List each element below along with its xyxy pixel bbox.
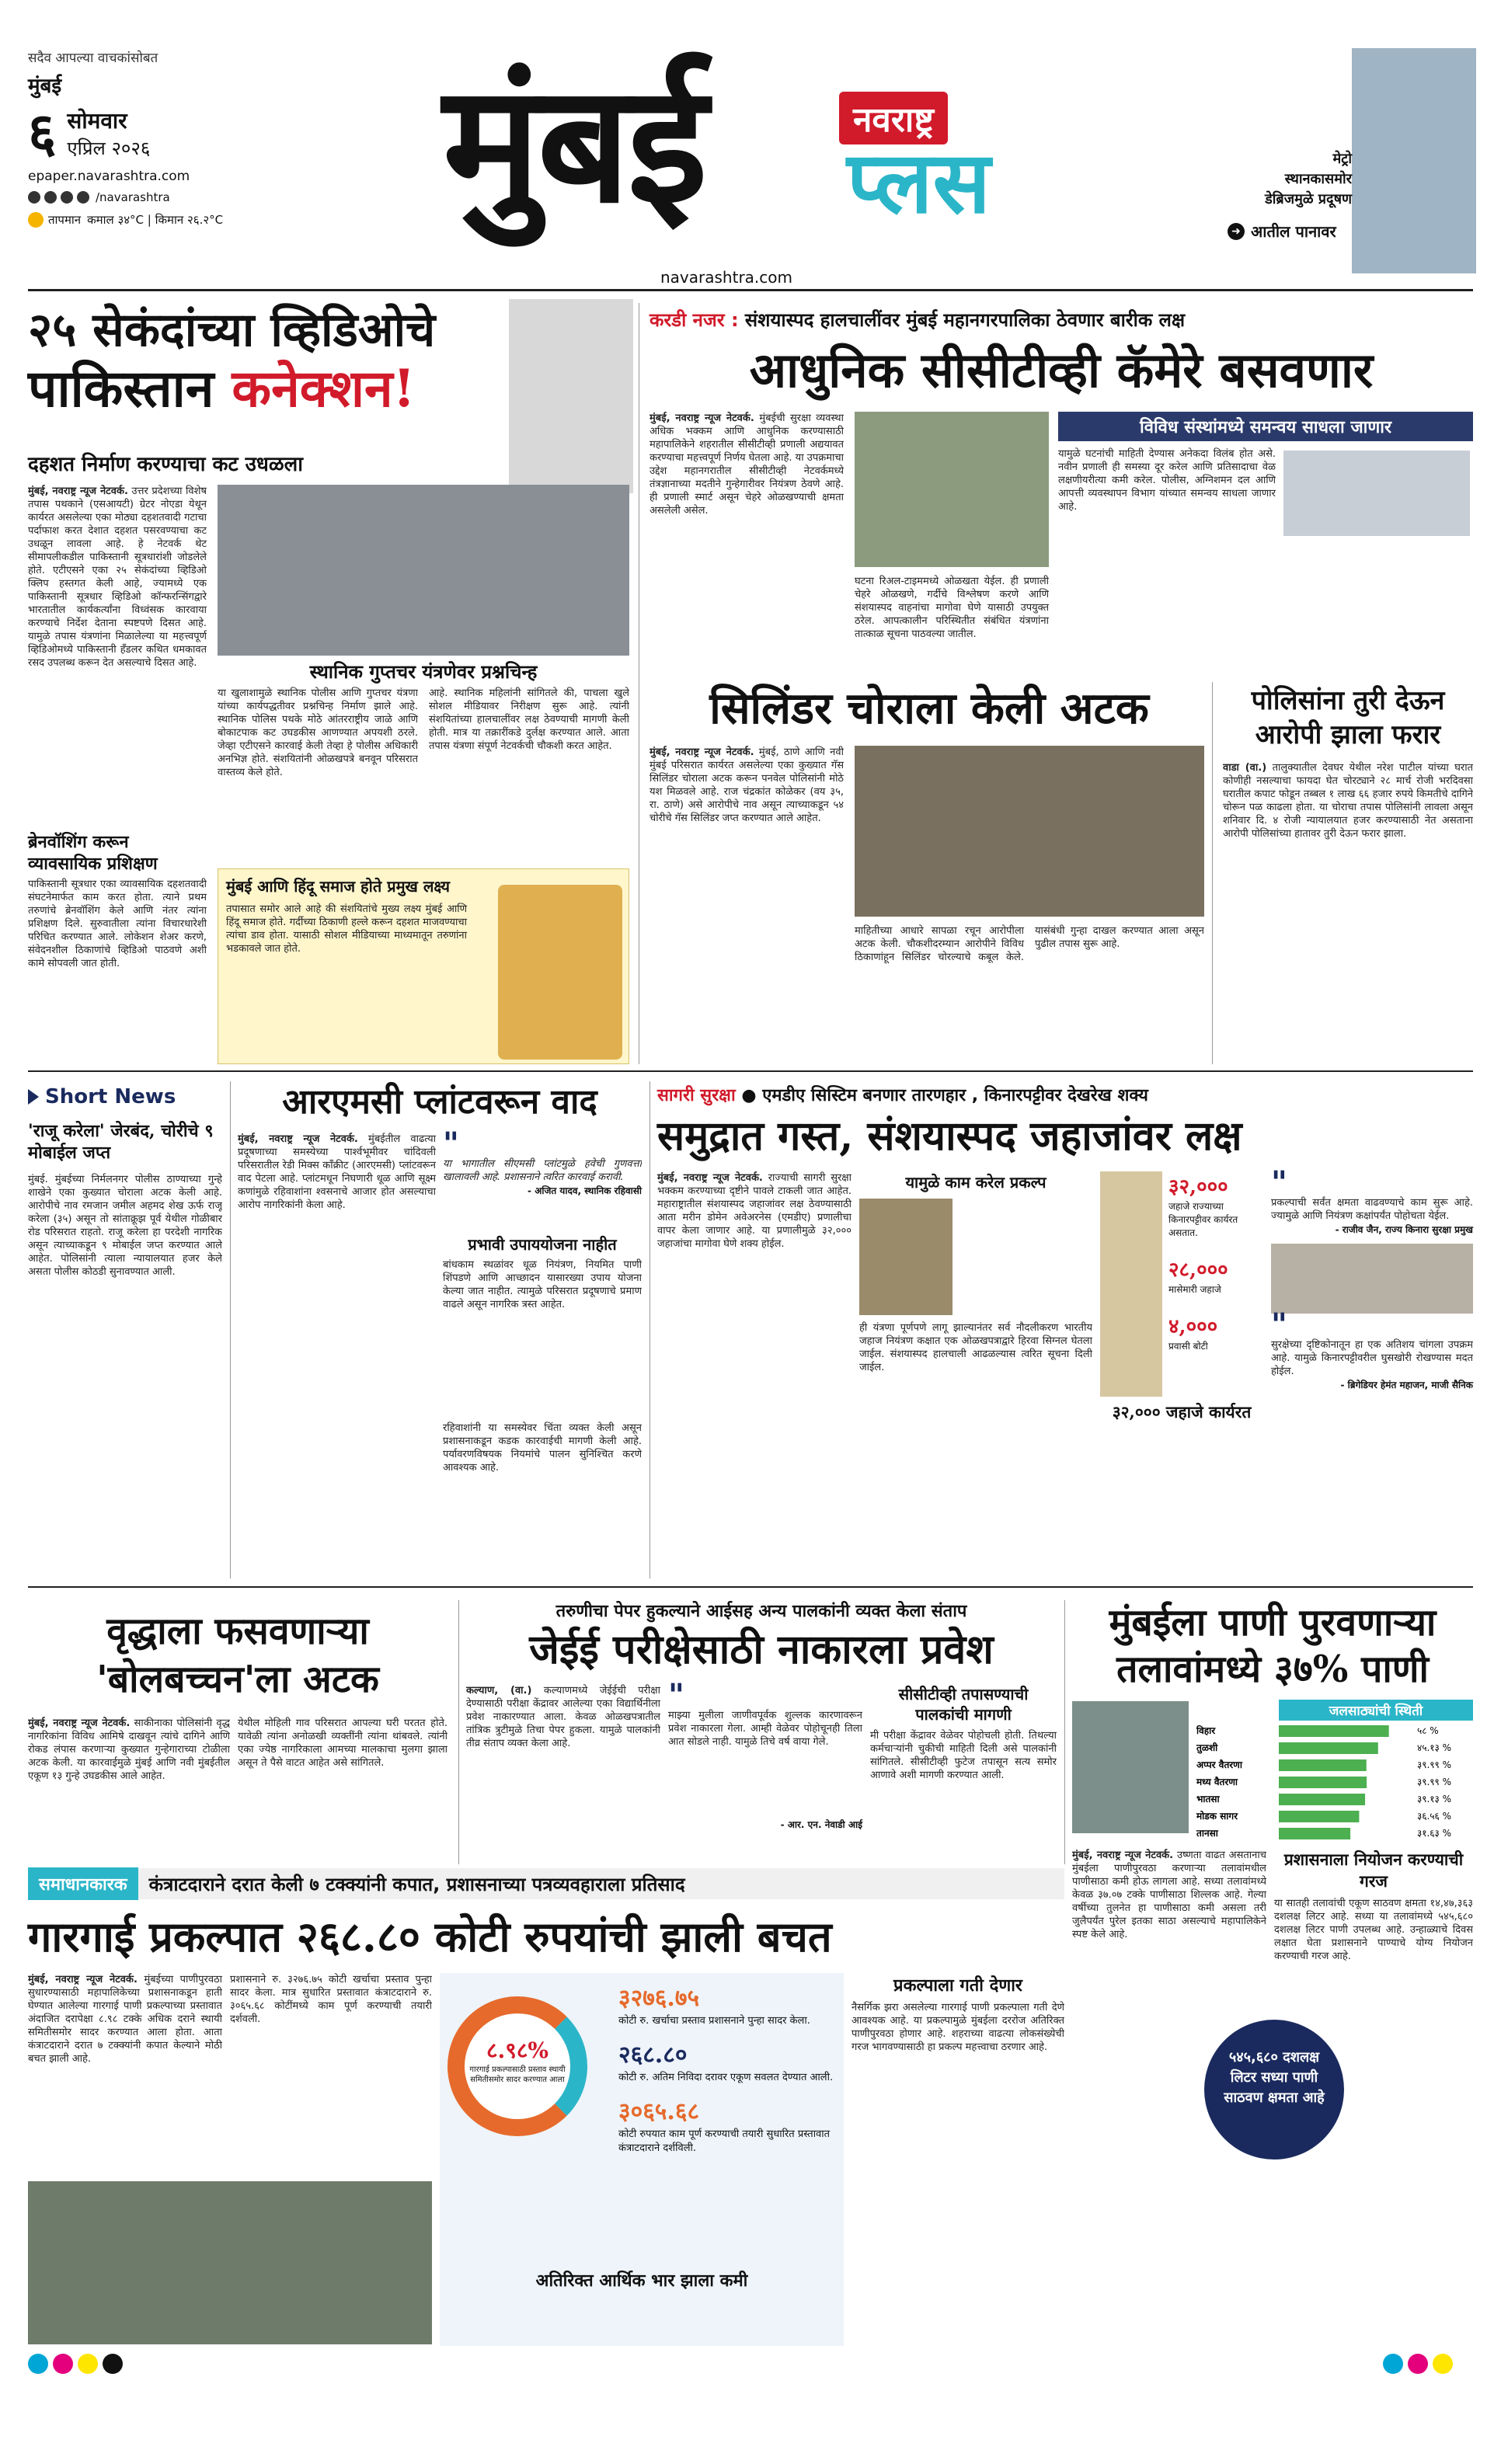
story6-kicker-text: एमडीए सिस्टिम बनणार तारणहार , किनारपट्टीवर देखरेख शक्य <box>762 1086 1148 1105</box>
masthead-title: मुंबई <box>443 47 705 239</box>
chart-svg <box>1193 1700 1473 1847</box>
story10-banner <box>28 1868 1064 1899</box>
social-handle: /navarashtra <box>96 190 170 204</box>
story6-quotes <box>1271 1165 1473 1575</box>
story1-headline-2 <box>28 359 525 418</box>
story2-text: मुंबईची सुरक्षा व्यवस्था अधिक भक्कम आणि आधुनिक करण्यासाठी महापालिकेने शहरातील सीसीटीव्ही प्रणाली अद्ययावत करण्याचा महत्त्वपूर्ण निर्णय घेतला आहे. या उपक्रमाचा उद्देश महानगरातील सीसीटीव्ही नेटवर्कमध्ये तंत्रज्ञानाच्या मदतीने गुन्हेगारीवर नियंत्रण ठेवणे आहे. ही प्रणाली स्मार्ट असून चेहरे ओळखण्याची क्षमता असलेली असेल. <box>650 412 844 517</box>
epaper-link[interactable]: epaper.navarashtra.com <box>28 169 190 184</box>
story6-quote2-text: सुरक्षेच्या दृष्टिकोनातून हा एक अतिशय चांगला उपक्रम आहे. यामुळे किनारपट्टीवरील घुसखोरी रोखण्यास मदत होईल. <box>1271 1339 1473 1377</box>
water-capacity-badge: ५४५,६८० दशलक्ष लिटर सध्या पाणी साठवण क्षमता आहे <box>1204 2020 1344 2159</box>
quote-icon: " <box>668 1678 684 1714</box>
dateline: कल्याण, (वा.) <box>466 1685 532 1697</box>
weather-label: तापमान <box>48 213 82 227</box>
story2-body <box>650 412 844 668</box>
story10-body <box>28 1973 222 2175</box>
chart-bar <box>1279 1777 1367 1788</box>
stat-value: ३२,००० <box>1168 1175 1228 1199</box>
short-news-head: 'राजू करेला' जेरबंद, चोरीचे ९ मोबाईल जप्त <box>28 1121 214 1163</box>
story2-kicker-line <box>650 307 1473 332</box>
story1-photo <box>218 485 629 656</box>
story4-text: तालुक्यातील देवघर येथील नरेश पाटील यांच्या घरात कोणीही नसल्याचा फायदा घेत चोरट्याने २८ मार्च रोजी भरदिवसा घरातील कपाट फोडून तब्बल १ लाख ६६ हजार रुपये किमतीचे दागिने चोरून पळ काढला होता. या चोराचा तपास पोलिसांनी लावला असून शनिवार दि. ४ रोजी न्यायालयात हजर करण्यासाठी नेत असताना आरोपी पोलिसांच्या हातावर तुरी देऊन फरार झाला. <box>1223 762 1473 840</box>
story8-quote-text: माझ्या मुलीला जाणीवपूर्वक शुल्लक कारणावरून प्रवेश नाकारला गेला. आम्ही वेळेवर पोहोचूनही तिला आत सोडले नाही. यामुळे तिचे वर्ष वाया गेले. <box>668 1710 862 1748</box>
story1-text: उत्तर प्रदेशच्या विशेष तपास पथकाने (एसआयटी) ग्रेटर नोएडा येथून कार्यरत असलेल्या एका मोठ्या दहशतवादी गटाचा पर्दाफाश करत देशात दहशत पसरवण्याचा कट उधळून लावला आहे. हे नेटवर्क थेट सीमापलीकडील पाकिस्तानी सूत्रधारांशी जोडलेले होते. एटीएसने एका २५ सेकंदांच्या व्हिडिओ क्लिप हस्तगत केली आहे, ज्यामध्ये एक पाकिस्तानी सूत्रधार व्हिडिओ कॉन्फरन्सिंगद्वारे भारतातील कार्यकर्त्यांना विध्वंसक कारवाया करण्याचे निर्देश देताना स्पष्टपणे दिसत आहे. यामुळे तपास यंत्रणांना मिळालेल्या या महत्त्वपूर्ण व्हिडिओमध्ये पाकिस्तानी हँडलर कथित धमकावत रसद उपलब्ध करून देत असल्याचे दिसत आहे. <box>28 485 207 669</box>
story10-side <box>851 1973 1064 2346</box>
site-url[interactable]: navarashtra.com <box>660 268 792 287</box>
figure-label: कोटी रु. खर्चाचा प्रस्ताव प्रशासनाने पुन्हा सादर केला. <box>618 2015 810 2027</box>
story1-side-head: ब्रेनवॉशिंग करून व्यावसायिक प्रशिक्षण <box>28 832 158 874</box>
story2-kicker-text: संशयास्पद हालचालींवर मुंबई महानगरपालिका ठेवणार बारीक लक्ष <box>744 309 1186 331</box>
story1-body <box>28 485 207 827</box>
percent-ring <box>448 1996 587 2136</box>
chart-category-label: भातसा <box>1196 1794 1220 1804</box>
chart-bar <box>1279 1725 1389 1737</box>
cyan-dot <box>1383 2354 1403 2374</box>
story1-headline-part: पाकिस्तान <box>28 358 232 419</box>
story6-body <box>657 1171 851 1575</box>
story6-stats <box>1100 1171 1263 1575</box>
dateline: मुंबई, नवराष्ट्र न्यूज नेटवर्क. <box>650 747 754 758</box>
promo-line: मेट्रो <box>1332 151 1352 167</box>
magenta-dot <box>53 2354 73 2374</box>
story8-side-body: मी परीक्षा केंद्रावर वेळेवर पोहोचली होती. तिथल्या कर्मचाऱ्यांनी चुकीची माहिती दिली असे पालकांनी सांगितले. सीसीटीव्ही फुटेज तपासून सत्य समोर आणावे अशी मागणी करण्यात आली. <box>870 1730 1057 1781</box>
stat-label: मासेमारी जहाजे <box>1168 1284 1221 1295</box>
story7-headline: वृद्धाला फसवणाऱ्या <box>106 1610 369 1653</box>
chart-category-label: मोडक सागर <box>1196 1811 1238 1822</box>
story8-body <box>466 1684 660 1857</box>
masthead-info <box>28 48 354 289</box>
short-news-title: Short News <box>45 1085 176 1108</box>
story8-text: कल्याणमध्ये जेईईची परीक्षा देण्यासाठी परीक्षा केंद्रावर आलेल्या एका विद्यार्थिनीला प्रवेश नाकारण्यात आला. केवळ ओळखपत्रातील तांत्रिक त्रुटीमुळे तिचा पेपर हुकला. यामुळे पालकांनी तीव्र संताप व्यक्त केला आहे. <box>466 1685 660 1749</box>
chart-title: जलसाठ्यांची स्थिती <box>1279 1700 1473 1721</box>
story5-col3: रहिवाशांनी या समस्येवर चिंता व्यक्त केली असून प्रशासनाकडून कडक कारवाईची मागणी केली आहे. पर्यावरणविषयक नियमांचे पालन सुनिश्चित करणे आवश्यक आहे. <box>443 1422 642 1474</box>
story1-gunman-photo <box>509 299 633 493</box>
column-divider <box>230 1081 231 1578</box>
story1-col3: आहे. स्थानिक महिलांनी सांगितले की, पाचला खुले सोशल मीडियावर निरीक्षण सुरू आहे. त्यांनी संशयितांच्या हालचालींवर लक्ष ठेवण्याची मागणी केली होती. मात्र या तक्रारींकडे दुर्लक्ष करण्यात आले. आता तपास यंत्रणा संपूर्ण नेटवर्कची चौकशी करत आहेत. <box>429 687 629 752</box>
story10-text: मुंबईच्या पाणीपुरवठा सुधारण्यासाठी महापालिकेच्या प्रशासनाकडून हाती घेण्यात आलेल्या गारगाई पाणी प्रकल्पाच्या प्रस्तावात अंदाजित दरापेक्षा ८.९८ टक्के अधिक दराने स्थायी समितीसमोर सादर करण्यात आला होता. आता कंत्राटदाराने दरात ७ टक्क्यांनी कपात केल्याने मोठी बचत झाली आहे. <box>28 1974 222 2065</box>
figure-value: ३०६५.६८ <box>618 2098 700 2125</box>
story1-headline: २५ सेकंदांच्या व्हिडिओचे <box>28 303 436 357</box>
story10-side-body: नैसर्गिक झरा असलेल्या गारगाई पाणी प्रकल्पाला गती देणे आवश्यक आहे. या प्रकल्पामुळे मुंबईला दररोज अतिरिक्त पाणीपुरवठा होणार आहे. शहराच्या वाढत्या लोकसंख्येची गरज भागवण्यासाठी हा प्रकल्प महत्त्वाचा ठरणार आहे. <box>851 2002 1064 2053</box>
story10-col2: प्रशासनाने रु. ३२७६.७५ कोटी खर्चाचा प्रस्ताव पुन्हा सादर केला. मात्र सुधारित प्रस्तावात कंत्राटदाराने रु. ३०६५.६८ कोटींमध्ये काम पूर्ण करण्याची तयारी दर्शवली. <box>230 1974 432 2025</box>
instagram-icon[interactable] <box>44 191 57 204</box>
promo-author: आतील पानावर <box>1251 222 1336 241</box>
story3-text: मुंबई, ठाणे आणि नवी मुंबई परिसरात कार्यरत असलेल्या एका कुख्यात गॅस सिलिंडर चोराला अटक करून पनवेल पोलिसांनी मोठे यश मिळवले आहे. राज चंद्रकांत कोळेकर (वय ३५, रा. ठाणे) असे आरोपीचे नाव असून त्याच्याकडून ५४ चोरीचे गॅस सिलिंडर जप्त करण्यात आले आहेत. <box>650 747 844 824</box>
chart-category-label: अप्पर वैतरणा <box>1196 1759 1242 1770</box>
registration-marks <box>28 2354 127 2377</box>
story6-box-head: यामुळे काम करेल प्रकल्प <box>905 1173 1047 1192</box>
black-dot <box>103 2354 123 2374</box>
story7-headline-2: 'बोलबच्चन'ला अटक <box>96 1658 379 1701</box>
quote-icon: " <box>443 1126 459 1162</box>
story6-kicker: सागरी सुरक्षा <box>657 1086 736 1105</box>
dateline: मुंबई, नवराष्ट्र न्यूज नेटवर्क. <box>28 485 128 497</box>
facebook-icon[interactable] <box>28 191 40 204</box>
cctv-camera-photo <box>1283 451 1470 536</box>
story1-subhead: दहशत निर्माण करण्याचा कट उधळला <box>28 453 304 476</box>
story6-photo <box>859 1199 952 1315</box>
brand-top: नवराष्ट्र <box>839 92 948 144</box>
quote-icon: " <box>1271 1307 1287 1343</box>
dateline: वाडा (वा.) <box>1223 762 1267 774</box>
dateline: मुंबई, नवराष्ट्र न्यूज नेटवर्क. <box>650 412 754 424</box>
percent-value: ८.९८% <box>486 2038 549 2063</box>
story10-kicker: कंत्राटदाराने दरात केली ७ टक्क्यांनी कपात, प्रशासनाच्या पत्रव्यवहाराला प्रतिसाद <box>148 1873 685 1895</box>
story4-headline: पोलिसांना तुरी देऊन आरोपी झाला फरार <box>1251 685 1445 750</box>
stat-label: जहाजे राज्याच्या किनारपट्टीवर कार्यरत असतात. <box>1168 1201 1238 1238</box>
story2-body2: घटना रिअल-टाइममध्ये ओळखता येईल. ही प्रणाली चेहरे ओळखणे, गर्दीचे विश्लेषण करणे आणि संशयास्पद वाहनांचा मागोवा घेणे यासाठी उपयुक्त ठरेल. आपत्कालीन परिस्थितीत संबंधित यंत्रणांना तात्काळ सूचना पाठवल्या जातील. <box>855 576 1049 640</box>
story2-box <box>1058 412 1473 668</box>
story5-quote <box>443 1126 642 1218</box>
masthead-divider <box>28 289 1473 291</box>
story8-quote <box>668 1678 862 1857</box>
cyan-dot <box>28 2354 48 2374</box>
stat-value: ४,००० <box>1168 1315 1218 1338</box>
story8-quote-by: - आर. एन. नेवाडी आई <box>780 1819 862 1830</box>
section-divider <box>28 1070 1473 1072</box>
chart-category-label: तानसा <box>1196 1828 1218 1839</box>
story6-box-body: ही यंत्रणा पूर्णपणे लागू झाल्यानंतर सर्व नौदलीकरण भारतीय जहाज नियंत्रण कक्षात एक ओळखपत्राद्वारे हिरवा सिग्नल घेतला जाईल. संशयास्पद हालचाली आढळल्यास त्वरित सूचना दिली जाईल. <box>859 1322 1092 1373</box>
lighthouse-photo <box>1100 1171 1162 1397</box>
brand-bottom: प्लस <box>847 132 991 232</box>
story7-text: साकीनाका पोलिसांनी वृद्ध नागरिकांना विविध आमिषे दाखवून त्यांचे दागिने आणि रोकड लंपास करणाऱ्या कुख्यात गुन्हेगाराच्या टोळीला अटक केली. या कारवाईमुळे मुंबई आणि नवी मुंबईतील एकूण १३ गुन्हे उघडकीस आले आहेत. <box>28 1717 230 1782</box>
story1-box <box>218 868 629 1064</box>
chart-value-label: ३९.१३ % <box>1417 1794 1451 1804</box>
story1-box-body: तपासात समोर आले आहे की संशयितांचे मुख्य लक्ष्य मुंबई आणि हिंदू समाज होते. गर्दीच्या ठिकाणी हल्ले करून दहशत माजवण्याचा त्यांचा डाव होता. यासाठी सोशल मीडियाच्या माध्यमातून तरुणांना भडकावले जात होते. <box>226 903 467 955</box>
column-divider <box>458 1600 459 1864</box>
chart-value-label: ३६.५६ % <box>1417 1811 1451 1822</box>
chart-category-label: विहार <box>1196 1725 1216 1736</box>
story10-infographic <box>440 1973 844 2346</box>
chart-value-label: ४५.१३ % <box>1417 1742 1451 1753</box>
story5-headline: आरएमसी प्लांटवरून वाद <box>282 1082 597 1122</box>
story7-col2: येथील मोहिली गाव परिसरात आपल्या घरी परतत होते. यावेळी त्यांना अनोळखी व्यक्तींनी त्यांना थांबवले. त्यांनी एका ज्येष्ठ नागरिकाला आमच्या मालकाचा मुलगा झाला असून ते पैसे वाटत आहेत असे सांगितले. <box>238 1717 448 1769</box>
chart-value-label: ५८ % <box>1417 1725 1439 1736</box>
story3-headline: सिलिंडर चोराला केली अटक <box>709 683 1149 734</box>
sun-icon <box>28 212 44 228</box>
column-divider <box>1212 682 1213 1064</box>
story3-body2: माहितीच्या आधारे सापळा रचून आरोपीला अटक केली. चौकशीदरम्यान आरोपीने विविध ठिकाणांहून सिलिंडर चोरल्याचे कबूल केले. यासंबंधी गुन्हा दाखल करण्यात आला असून पुढील तपास सुरू आहे. <box>855 925 1204 963</box>
stat-caption: ३२,००० जहाजे कार्यरत <box>1112 1402 1252 1422</box>
story10-tag: समाधानकारक <box>28 1867 138 1900</box>
story2-photo <box>855 412 1049 567</box>
story6-text: राज्याची सागरी सुरक्षा भक्कम करण्याच्या दृष्टीने पावले टाकली जात आहेत. महाराष्ट्रातील संशयास्पद जहाजांवर लक्ष ठेवण्यासाठी आता मरीन डोमेन अवेअरनेस (एमडीए) प्रणालीचा वापर केला जाणार आहे. या प्रणालीमुळे ३२,००० जहाजांचा मागोवा घेणे शक्य होईल. <box>657 1172 851 1250</box>
story7-body <box>28 1717 230 1857</box>
story5-text: मुंबईतील वाढत्या प्रदूषणाच्या समस्येच्या पार्श्वभूमीवर चांदिवली परिसरातील रेडी मिक्स काँक्रीट (आरएमसी) प्लांटवरून वाद पेटला आहे. प्लांटमधून निघणारी धूळ आणि सूक्ष्म कणांमुळे रहिवाशांना श्वसनाचे आजार होत असल्याचा आरोप नागरिकांनी केला आहे. <box>238 1133 436 1211</box>
magenta-dot <box>1408 2354 1428 2374</box>
chart-bar <box>1279 1794 1365 1805</box>
story5-quote-by: - अजित यादव, स्थानिक रहिवासी <box>528 1185 642 1196</box>
arrow-icon: ➜ <box>1228 223 1245 240</box>
figure-label: कोटी रु. अतिम निविदा दरावर एकूण सवलत देण्यात आली. <box>618 2072 834 2083</box>
dateline: मुंबई, नवराष्ट्र न्यूज नेटवर्क. <box>1072 1850 1174 1861</box>
story9-text: उष्णता वाढत असतानाच मुंबईला पाणीपुरवठा करणाऱ्या तलावांमधील पाणीसाठा कमी होऊ लागला आहे. सध्या तलावांमध्ये केवळ ३७.०७ टक्के पाणीसाठा शिल्लक आहे. गेल्या वर्षीच्या तुलनेत हा पाणीसाठा कमी असला तरी जुलैपर्यंत पुरेल इतका साठा असल्याचे महापालिकेने स्पष्ट केले आहे. <box>1072 1850 1266 1940</box>
story2-headline: आधुनिक सीसीटीव्ही कॅमेरे बसवणार <box>749 342 1374 398</box>
story3-body <box>650 746 844 1056</box>
column-divider <box>1064 1600 1065 1864</box>
story5-sub: प्रभावी उपाययोजना नाहीत <box>468 1235 617 1254</box>
story1-side-body: पाकिस्तानी सूत्रधार एका व्यावसायिक दहशतवादी संघटनेमार्फत काम करत होता. त्याने प्रथम तरुणांचे ब्रेनवॉशिंग केले आणि नंतर त्यांना प्रशिक्षण दिले. सुरुवातीला त्यांना विचारधारेशी परिचित करण्यात आले. लोकेशन शेअर करणे, संवेदनशील ठिकाणांचे व्हिडिओ पाठवणे अशी कामे सोपवली जात होती. <box>28 879 207 969</box>
figure-value: ३२७६.७५ <box>618 1985 700 2012</box>
chart-bar <box>1279 1759 1367 1771</box>
promo-line: डेब्रिजमुळे प्रदूषण <box>1265 191 1352 207</box>
story4-body <box>1223 761 1473 1064</box>
infographic-caption: अतिरिक्त आर्थिक भार झाला कमी <box>535 2271 748 2291</box>
story9-headline-2: तलावांमध्ये ३७% पाणी <box>1116 1648 1429 1691</box>
story9-headline: मुंबईला पाणी पुरवणाऱ्या <box>1109 1601 1437 1644</box>
story8-side-head: सीसीटीव्ही तपासण्याची पालकांची मागणी <box>898 1685 1029 1724</box>
play-icon <box>28 1089 39 1105</box>
registration-marks-right <box>1383 2354 1457 2377</box>
reservoir-chart <box>1193 1700 1473 1847</box>
chart-value-label: ३९.९९ % <box>1417 1759 1451 1770</box>
story8-kicker: तरुणीचा पेपर हुकल्याने आईसह अन्य पालकांनी व्यक्त केला संताप <box>555 1602 967 1621</box>
story1-col2: या खुलाशामुळे स्थानिक पोलीस आणि गुप्तचर यंत्रणा यांच्या कार्यपद्धतीवर प्रश्नचिन्ह निर्माण झाले आहे. स्थानिक पोलिस पथके मोठे आंतरराष्ट्रीय जाळे आणि बोकाटपाक कट उघडकीस आणण्यात अपयशी ठरले. जेव्हा एटीएसने कारवाई केली तेव्हा हे पोलीस अधिकारी अनभिज्ञ होते. संशयितांनी ओळखपत्रे बनवून परिसरात वास्तव्य केले होते. <box>218 687 418 778</box>
short-news-body: मुंबई. मुंबईच्या निर्मलनगर पोलीस ठाण्याच्या गुन्हे शाखेने एका कुख्यात चोराला अटक केली आहे. आरोपीचे नाव रमजान जमील अहमद शेख ऊर्फ राजू करेला (३५) असून तो सांताक्रूझ पूर्व येथील गोळीबार रोड परिसरात राहतो. राजू करेला हा परदेशी नागरिक असून त्याच्याकडून ९ मोबाईल जप्त करण्यात आले आहेत. पोलिसांनी त्याला न्यायालयात हजर केले असता पोलीस कोठडी सुनावण्यात आली. <box>28 1174 222 1278</box>
story6-headline: समुद्रात गस्त, संशयास्पद जहाजांवर लक्ष <box>657 1112 1242 1160</box>
chart-category-label: तुळशी <box>1196 1742 1218 1753</box>
chart-bar <box>1279 1828 1350 1839</box>
figure-label: कोटी रुपयात काम पूर्ण करण्याची तयारी सुधारित प्रस्तावात कंत्राटदाराने दर्शविली. <box>618 2128 831 2154</box>
quote-icon: " <box>1271 1165 1287 1201</box>
story5-sub-body: बांधकाम स्थळांवर धूळ नियंत्रण, नियमित पाणी शिंपडणे आणि आच्छादन यासारख्या उपाय योजना केल्या जात नाहीत. त्यामुळे परिसरात प्रदूषणाचे प्रमाण वाढले असून नागरिक त्रस्त आहेत. <box>443 1259 642 1310</box>
story8-side <box>870 1684 1057 1857</box>
story10-headline: गारगाई प्रकल्पात २६८.८० कोटी रुपयांची झाली बचत <box>28 1912 832 1961</box>
youtube-icon[interactable] <box>77 191 89 204</box>
story9-side-head: प्रशासनाला नियोजन करण्याची गरज <box>1283 1850 1464 1891</box>
dateline: मुंबई, नवराष्ट्र न्यूज नेटवर्क. <box>28 1717 131 1729</box>
dateline: मुंबई, नवराष्ट्र न्यूज नेटवर्क. <box>28 1974 138 1985</box>
short-news-label <box>28 1081 222 1112</box>
story6-box <box>859 1171 1092 1575</box>
yellow-dot <box>78 2354 98 2374</box>
story6-kicker-line <box>657 1083 1473 1106</box>
stat-label: प्रवासी बोटी <box>1168 1341 1208 1352</box>
dateline: मुंबई, नवराष्ट्र न्यूज नेटवर्क. <box>657 1172 763 1184</box>
city-label: मुंबई <box>28 75 62 98</box>
story5-quote-text: या भागातील सीएमसी प्लांटमुळे हवेची गुणवत्ता खालावली आहे. प्रशासनाने त्वरित कारवाई करावी. <box>443 1158 642 1183</box>
story1-headline-highlight: कनेक्शन! <box>232 358 416 419</box>
percent-label: गारगाई प्रकल्पासाठी प्रस्ताव स्थायी समितीसमोर सादर करण्यात आला <box>469 2066 566 2084</box>
story6-quote-by: - राजीव जैन, राज्य किनारा सुरक्षा प्रमुख <box>1335 1224 1473 1235</box>
twitter-icon[interactable] <box>61 191 73 204</box>
figure-value: २६८.८० <box>618 2041 688 2069</box>
story6-quote2-by: - ब्रिगेडियर हेमंत महाजन, माजी सैनिक <box>1340 1380 1473 1390</box>
yellow-dot <box>1433 2354 1453 2374</box>
bullet-icon: ● <box>741 1086 757 1105</box>
story1-photo-caption: स्थानिक गुप्तचर यंत्रणेवर प्रश्नचिन्ह <box>309 660 538 683</box>
promo-box[interactable] <box>1173 48 1476 281</box>
story5-body <box>238 1133 436 1575</box>
weekday: सोमवार <box>67 107 127 134</box>
stat-value: २८,००० <box>1168 1258 1228 1282</box>
chart-bar <box>1279 1742 1378 1754</box>
month-year: एप्रिल २०२६ <box>67 137 151 159</box>
chart-bar <box>1279 1811 1359 1822</box>
weather-values: कमाल ३४°C | किमान २६.२°C <box>87 213 224 227</box>
chart-value-label: ३१.६३ % <box>1417 1828 1451 1839</box>
story10-photo <box>28 2181 432 2344</box>
promo-photo <box>1352 48 1476 273</box>
story3-photo <box>855 746 1204 917</box>
story10-side-head: प्रकल्पाला गती देणार <box>893 1975 1022 1996</box>
story2-kicker: करडी नजर : <box>650 309 739 331</box>
story1-box-head: मुंबई आणि हिंदू समाज होते प्रमुख लक्ष्य <box>226 877 450 896</box>
story2-box-body: यामुळे घटनांची माहिती देण्यास अनेकदा विलंब होत असे. नवीन प्रणाली ही समस्या दूर करेल आणि प्रतिसादाचा वेळ लक्षणीयरीत्या कमी करेल. पोलीस, अग्निशमन दल आणि आपत्ती व्यवस्थापन विभाग यांच्यात समन्वय साधला जाणार आहे. <box>1058 448 1276 513</box>
dam-photo <box>1072 1701 1189 1833</box>
promo-line: स्थानकासमोर <box>1284 171 1352 187</box>
speaker-photo <box>1271 1244 1473 1314</box>
dateline: मुंबई, नवराष्ट्र न्यूज नेटवर्क. <box>238 1133 358 1145</box>
story2-box-head: विविध संस्थांमध्ये समन्वय साधला जाणार <box>1058 412 1473 441</box>
date-number: ६ <box>28 100 57 165</box>
section-divider <box>28 1586 1473 1588</box>
police-illustration <box>498 885 622 1060</box>
chart-value-label: ३९.९९ % <box>1417 1777 1451 1787</box>
story8-headline: जेईई परीक्षेसाठी नाकारला प्रवेश <box>529 1626 994 1673</box>
chart-category-label: मध्य वैतरणा <box>1196 1777 1238 1787</box>
story9-side-body: या सातही तलावांची एकूण साठवण क्षमता १४,४७,३६३ दशलक्ष लिटर आहे. सध्या या तलावांमध्ये ५४५,६८० दशलक्ष लिटर पाणी उपलब्ध आहे. उन्हाळ्याचे दिवस लक्षात घेता प्रशासनाने पाण्याचे योग्य नियोजन करण्याची गरज आहे. <box>1274 1898 1473 1962</box>
story6-quote-text: प्रकल्पाची सर्वंत क्षमता वाढवण्याचे काम सुरू आहे. ज्यामुळे आणि नियंत्रण कक्षांपर्यंत पोहोचता येईल. <box>1271 1197 1473 1222</box>
tagline: सदैव आपल्या वाचकांसोबत <box>28 50 158 66</box>
